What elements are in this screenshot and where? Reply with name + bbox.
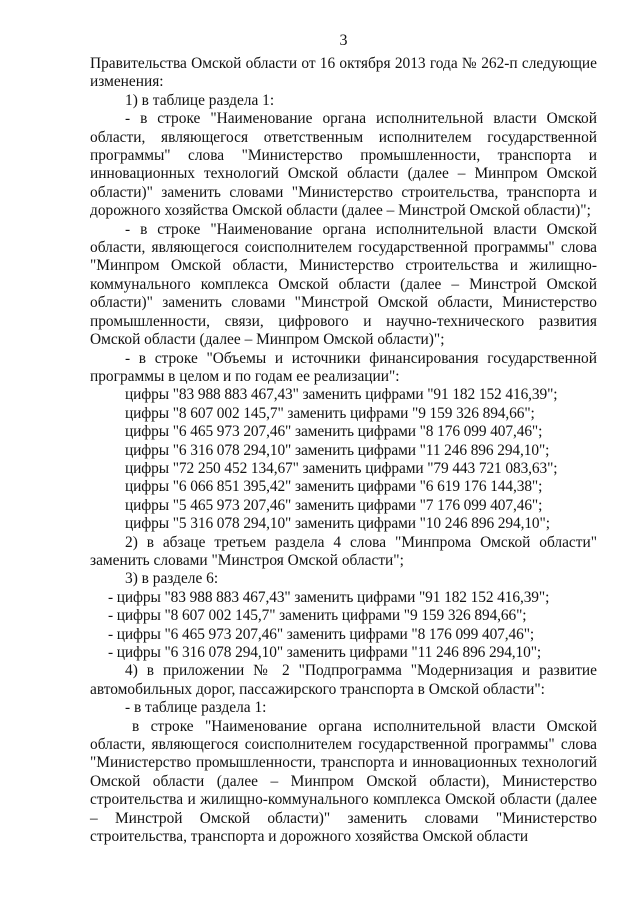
figure-replacement: цифры "8 607 002 145,7" заменить цифрами "9 159 326 894,66";	[125, 404, 535, 422]
figure-replacement: - цифры "8 607 002 145,7" заменить цифрами "9 159 326 894,66";	[108, 607, 527, 625]
item-2: 2) в абзаце третьем раздела 4 слова "Минпрома Омской области" заменить словами "Минстроя Омской области";	[90, 533, 597, 569]
paragraph-subprogram-co-executor: в строке "Наименование органа исполнительной власти Омской области, являющегося соисполнителем государственной программы" слова "Министерство промышленности, транспорта и инновационных технологий Омской области (далее – Минпром Омской области), Министерство строительства и жилищно-коммунального комплекса Омской области (далее – Минстрой Омской области)" заменить словами "Министерство строительства, транспорта и дорожного хозяйства Омской области	[90, 717, 597, 846]
item-4-table-heading: - в таблице раздела 1:	[125, 699, 267, 717]
paragraph-intro: Правительства Омской области от 16 октября 2013 года № 262-п следующие изменения:	[90, 55, 597, 91]
document-page	[90, 0, 597, 905]
document-body	[90, 55, 597, 846]
paragraph-responsible-executor: - в строке "Наименование органа исполнительной власти Омской области, являющегося ответственным исполнителем государственной программы" слова "Министерство промышленности, транспорта и инновационных технологий Омской области (далее – Минпром Омской области)" заменить словами "Министерство строительства, транспорта и дорожного хозяйства Омской области (далее – Минстрой Омской области)";	[90, 110, 597, 220]
item-1-heading: 1) в таблице раздела 1:	[125, 91, 275, 109]
figure-replacement: - цифры "83 988 883 467,43" заменить цифрами "91 182 152 416,39";	[108, 588, 550, 606]
item-3-heading: 3) в разделе 6:	[125, 570, 219, 588]
figure-replacement: цифры "6 465 973 207,46" заменить цифрами "8 176 099 407,46";	[125, 423, 543, 441]
paragraph-co-executor: - в строке "Наименование органа исполнительной власти Омской области, являющегося соисполнителем государственной программы" слова "Минпром Омской области, Министерство строительства и жилищно-коммунального комплекса Омской области (далее – Минстрой Омской области)" заменить словами "Минстрой Омской области, Министерство промышленности, связи, цифрового и научно-технического развития Омской области (далее – Минпром Омской области)";	[90, 220, 597, 349]
item-4: 4) в приложении № 2 "Подпрограмма "Модернизация и развитие автомобильных дорог, пассажирского транспорта в Омской области":	[90, 662, 597, 698]
figure-replacement: цифры "5 465 973 207,46" заменить цифрами "7 176 099 407,46";	[125, 496, 543, 514]
figure-replacement: - цифры "6 465 973 207,46" заменить цифрами "8 176 099 407,46";	[108, 625, 535, 643]
figure-replacement: цифры "5 316 078 294,10" заменить цифрами "10 246 896 294,10";	[125, 515, 550, 533]
page-number: 3	[339, 32, 348, 49]
figure-replacement: цифры "6 316 078 294,10" заменить цифрами "11 246 896 294,10";	[125, 441, 550, 459]
figure-replacement: цифры "72 250 452 134,67" заменить цифрами "79 443 721 083,63";	[125, 459, 558, 477]
figure-replacement: цифры "83 988 883 467,43" заменить цифрами "91 182 152 416,39";	[125, 386, 558, 404]
paragraph-financing: - в строке "Объемы и источники финансирования государственной программы в целом и по годам ее реализации":	[90, 349, 597, 385]
figure-replacement: цифры "6 066 851 395,42" заменить цифрами "6 619 176 144,38";	[125, 478, 543, 496]
figure-replacement: - цифры "6 316 078 294,10" заменить цифрами "11 246 896 294,10";	[108, 644, 542, 661]
